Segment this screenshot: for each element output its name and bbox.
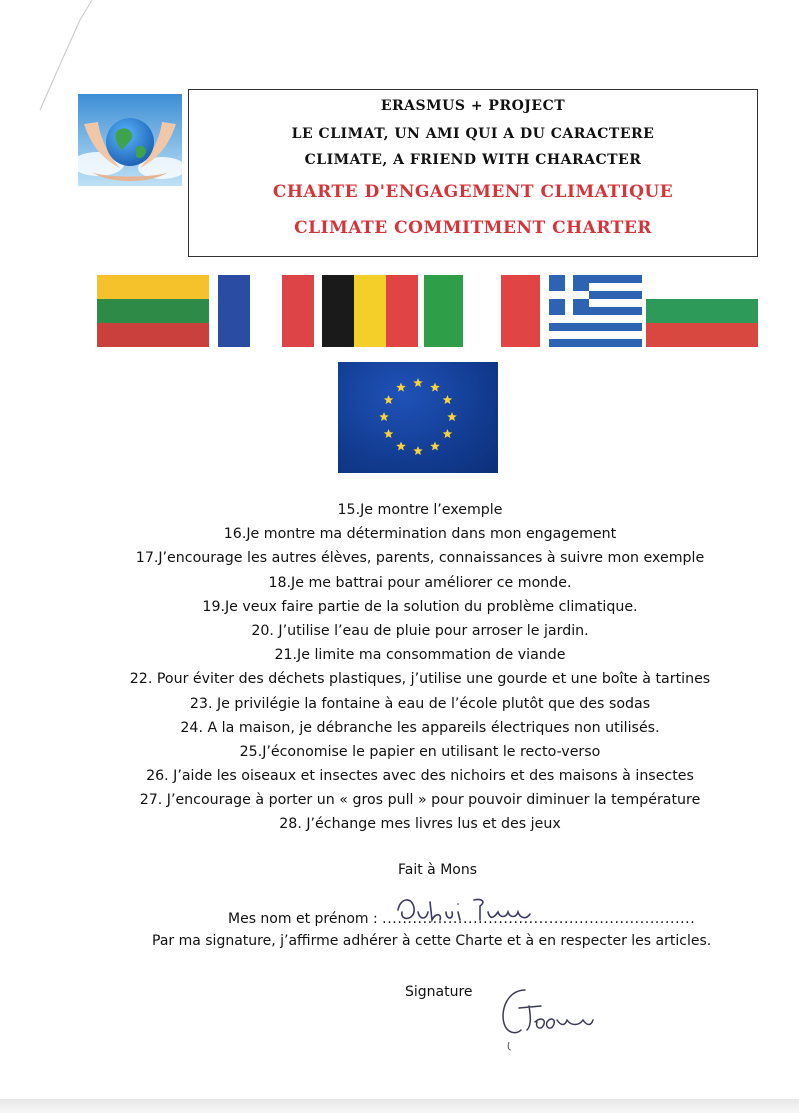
charter-item: 25.J’économise le papier en utilisant le recto-verso <box>239 743 601 760</box>
declaration-text: Par ma signature, j’affirme adhérer à cette Charte et à en respecter les articles. <box>152 933 712 949</box>
flag-france <box>218 275 314 347</box>
charter-item: 18.Je me battrai pour améliorer ce monde. <box>268 574 572 591</box>
charter-item: 26. J’aide les oiseaux et insectes avec des nichoirs et des maisons à insectes <box>146 768 694 785</box>
english-title: CLIMATE, A FRIEND WITH CHARACTER <box>304 152 642 168</box>
flag-belgium <box>322 275 418 347</box>
charter-title-en: CLIMATE COMMITMENT CHARTER <box>294 218 652 238</box>
eu-star-icon <box>396 441 406 450</box>
charter-item: 23. Je privilégie la fontaine à eau de l’école plutôt que des sodas <box>189 695 651 712</box>
header-box <box>188 89 758 257</box>
eu-star-icon <box>396 383 406 392</box>
charter-title-fr: CHARTE D'ENGAGEMENT CLIMATIQUE <box>272 182 674 202</box>
eu-star-icon <box>430 441 440 450</box>
eu-star-icon <box>384 429 394 438</box>
charter-items-list <box>100 498 740 837</box>
charter-item: 21.Je limite ma consommation de viande <box>274 647 566 664</box>
eu-star-icon <box>413 446 423 455</box>
charter-item: 19.Je veux faire partie de la solution du problème climatique. <box>202 598 638 615</box>
charter-item: 15.Je montre l’exemple <box>337 502 503 518</box>
name-label: Mes nom et prénom : <box>228 911 378 927</box>
eu-star-icon <box>413 378 423 387</box>
eu-star-icon <box>447 412 457 421</box>
charter-item: 22. Pour éviter des déchets plastiques, j’utilise une gourde et une boîte à tartines <box>129 671 711 688</box>
charter-item: 27. J’encourage à porter un « gros pull » pour pouvoir diminuer la température <box>139 792 701 809</box>
name-field[interactable]: .............................................................. <box>382 911 696 927</box>
eu-star-icon <box>443 395 453 404</box>
eu-star-icon <box>379 412 389 421</box>
flag-bulgaria <box>646 275 758 347</box>
charter-item: 24. A la maison, je débranche les appareils électriques non utilisés. <box>180 719 660 736</box>
eu-star-icon <box>430 383 440 392</box>
flag-italy <box>424 275 540 347</box>
hands-holding-globe-icon <box>78 94 182 186</box>
signature-label: Signature <box>405 984 473 1000</box>
page-bottom-edge <box>0 1099 799 1113</box>
charter-item: 16.Je montre ma détermination dans mon engagement <box>223 526 617 543</box>
handwritten-signature <box>495 982 595 1052</box>
charter-item: 20. J’utilise l’eau de pluie pour arroser le jardin. <box>251 622 589 639</box>
charter-item: 28. J’échange mes livres lus et des jeux <box>279 816 561 833</box>
eu-flag-icon <box>338 362 498 473</box>
eu-star-icon <box>443 429 453 438</box>
place-of-signing: Fait à Mons <box>398 862 478 878</box>
eu-star-icon <box>384 395 394 404</box>
charter-item: 17.J’encourage les autres élèves, parents, connaissances à suivre mon exemple <box>135 550 705 567</box>
flag-greece <box>549 275 642 347</box>
flag-lithuania <box>97 275 209 347</box>
french-title: LE CLIMAT, UN AMI QUI A DU CARACTERE <box>291 126 655 142</box>
name-line <box>228 911 695 927</box>
project-title: ERASMUS + PROJECT <box>380 98 566 114</box>
